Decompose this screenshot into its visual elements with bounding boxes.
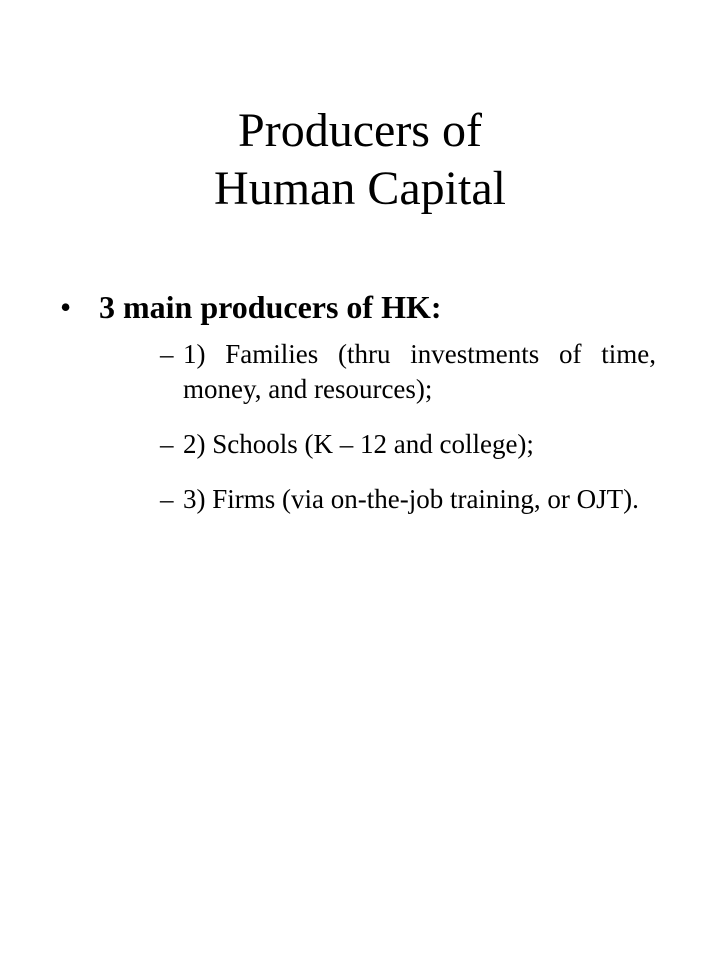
sub-bullet-item — [99, 482, 656, 517]
title-line-1: Producers of — [238, 104, 482, 157]
title-line-2: Human Capital — [214, 162, 506, 215]
slide-title — [60, 102, 660, 218]
sub-bullet-text: 2) Schools (K – 12 and college); — [183, 429, 534, 459]
sub-bullet-list — [99, 337, 656, 517]
dash-icon: – — [160, 339, 174, 369]
bullet-list — [56, 285, 656, 537]
main-bullet — [56, 285, 656, 517]
sub-bullet-text: 1) Families (thru investments of time, money, and resources); — [183, 339, 656, 404]
dash-icon: – — [160, 429, 174, 459]
dash-icon: – — [160, 484, 174, 514]
sub-bullet-text: 3) Firms (via on-the-job training, or OJT). — [183, 484, 639, 514]
bullet-dot-icon: • — [60, 289, 72, 325]
main-bullet-text: 3 main producers of HK: — [99, 289, 442, 325]
sub-bullet-item — [99, 427, 656, 462]
sub-bullet-item — [99, 337, 656, 407]
